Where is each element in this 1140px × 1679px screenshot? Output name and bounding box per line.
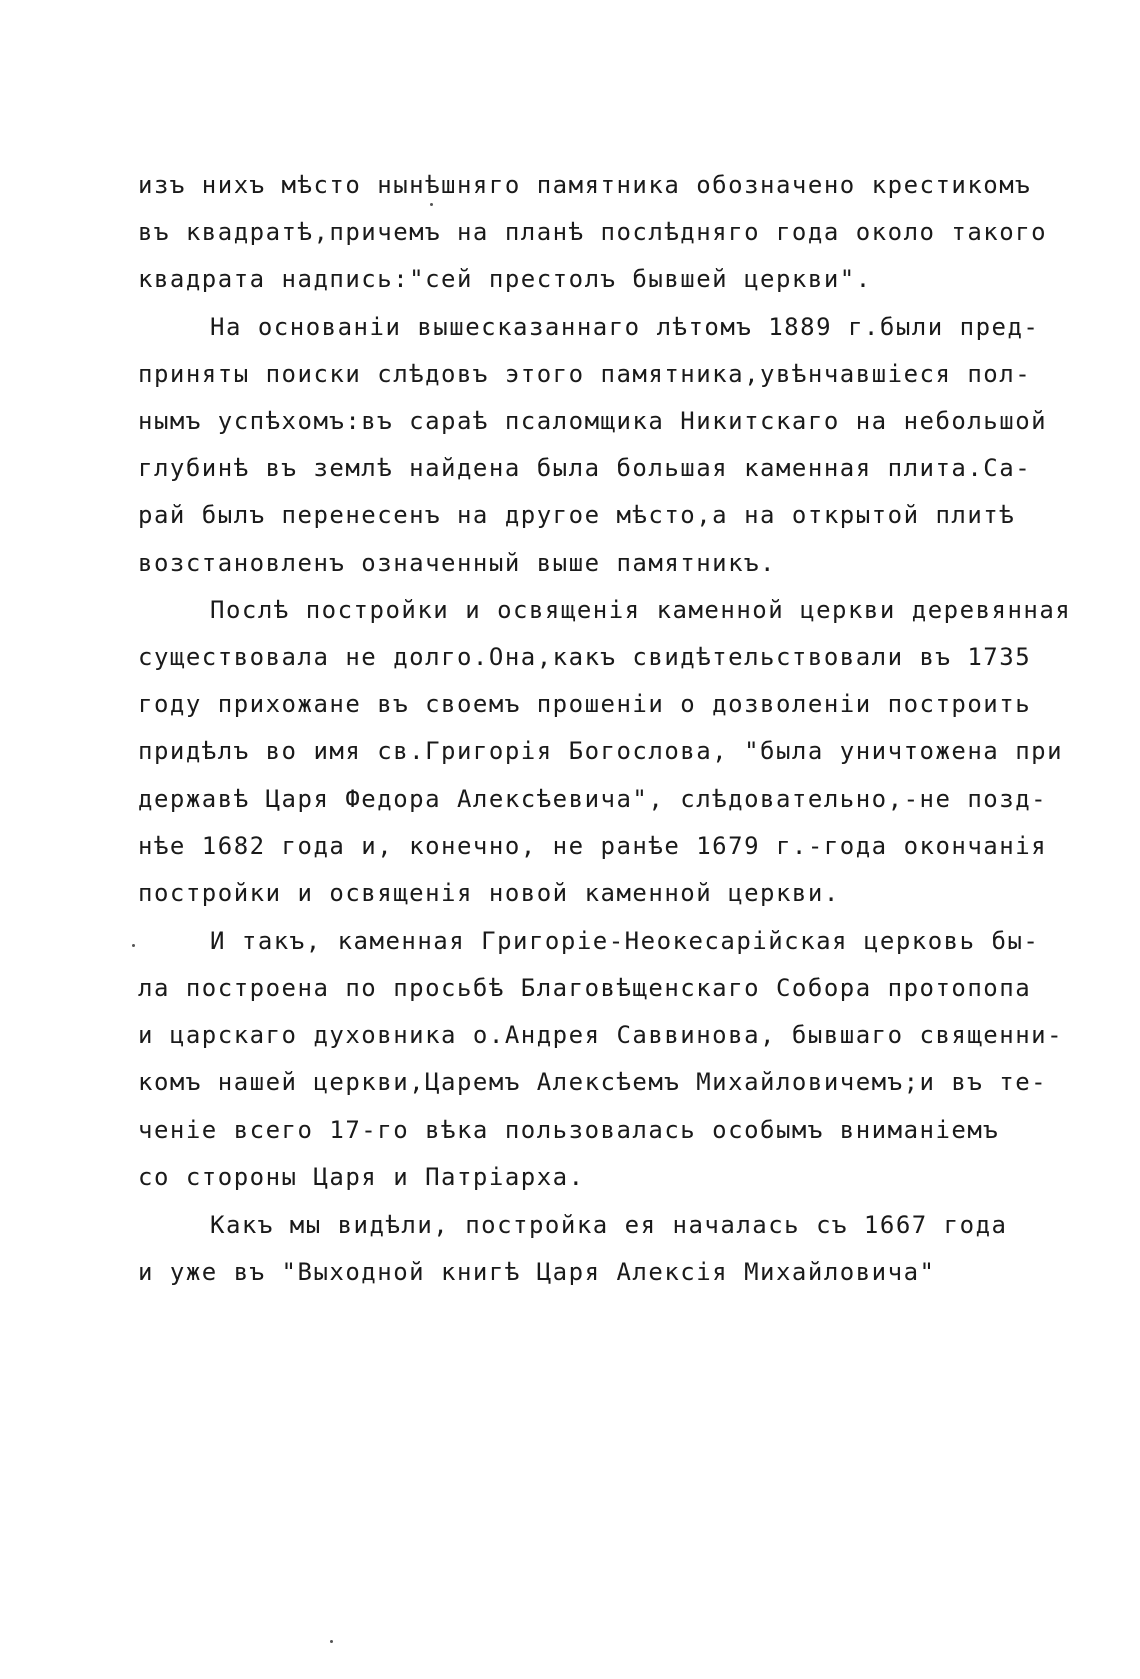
text-line: нымъ успѣхомъ:въ сараѣ псаломщика Никитскаго на небольшой xyxy=(138,407,1048,435)
scan-speck xyxy=(430,203,433,206)
scan-speck xyxy=(330,1640,333,1643)
text-line: державѣ Царя Федора Алексѣевича", слѣдовательно,-не позд- xyxy=(138,785,1048,813)
text-line: ченiе всего 17-го вѣка пользовалась особымъ вниманiемъ xyxy=(138,1116,1000,1144)
text-line: и царскаго духовника о.Андрея Саввинова, бывшаго священни- xyxy=(138,1021,1064,1049)
text-line: изъ нихъ мѣсто нынѣшняго памятника обозначено крестикомъ xyxy=(138,171,1032,199)
text-line: глубинѣ въ землѣ найдена была большая каменная плита.Са- xyxy=(138,454,1032,482)
text-line: въ квадратѣ,причемъ на планѣ послѣдняго года около такого xyxy=(138,218,1048,246)
text-line: нѣе 1682 года и, конечно, не ранѣе 1679 г.-года окончанiя xyxy=(138,832,1048,860)
text-line: квадрата надпись:"сей престолъ бывшей церкви". xyxy=(138,265,872,293)
text-line: комъ нашей церкви,Царемъ Алексѣемъ Михайловичемъ;и въ те- xyxy=(138,1068,1048,1096)
text-line: постройки и освященiя новой каменной церкви. xyxy=(138,879,840,907)
paragraph-start-line: И такъ, каменная Григорiе-Неокесарiйская церковь бы- xyxy=(210,927,1040,955)
text-line: придѣлъ во имя св.Григорiя Богослова, "была уничтожена при xyxy=(138,737,1064,765)
paragraph-start-line: Послѣ постройки и освященiя каменной церкви деревянная xyxy=(210,596,1072,624)
text-line: и уже въ "Выходной книгѣ Царя Алексiя Михайловича" xyxy=(138,1258,936,1286)
text-line: ла построена по просьбѣ Благовѣщенскаго Собора протопопа xyxy=(138,974,1032,1002)
text-line: приняты поиски слѣдовъ этого памятника,увѣнчавшiеся пол- xyxy=(138,360,1032,388)
paragraph-start-line: На основанiи вышесказаннаго лѣтомъ 1889 г.были пред- xyxy=(210,313,1040,341)
text-line: возстановленъ означенный выше памятникъ. xyxy=(138,549,776,577)
text-line: году прихожане въ своемъ прошенiи о дозволенiи построить xyxy=(138,690,1032,718)
text-line: существовала не долго.Она,какъ свидѣтельствовали въ 1735 xyxy=(138,643,1032,671)
scan-speck xyxy=(132,944,135,947)
paragraph-start-line: Какъ мы видѣли, постройка ея началась съ 1667 года xyxy=(210,1211,1008,1239)
text-line: рай былъ перенесенъ на другое мѣсто,а на открытой плитѣ xyxy=(138,501,1016,529)
text-line: со стороны Царя и Патрiарха. xyxy=(138,1163,585,1191)
